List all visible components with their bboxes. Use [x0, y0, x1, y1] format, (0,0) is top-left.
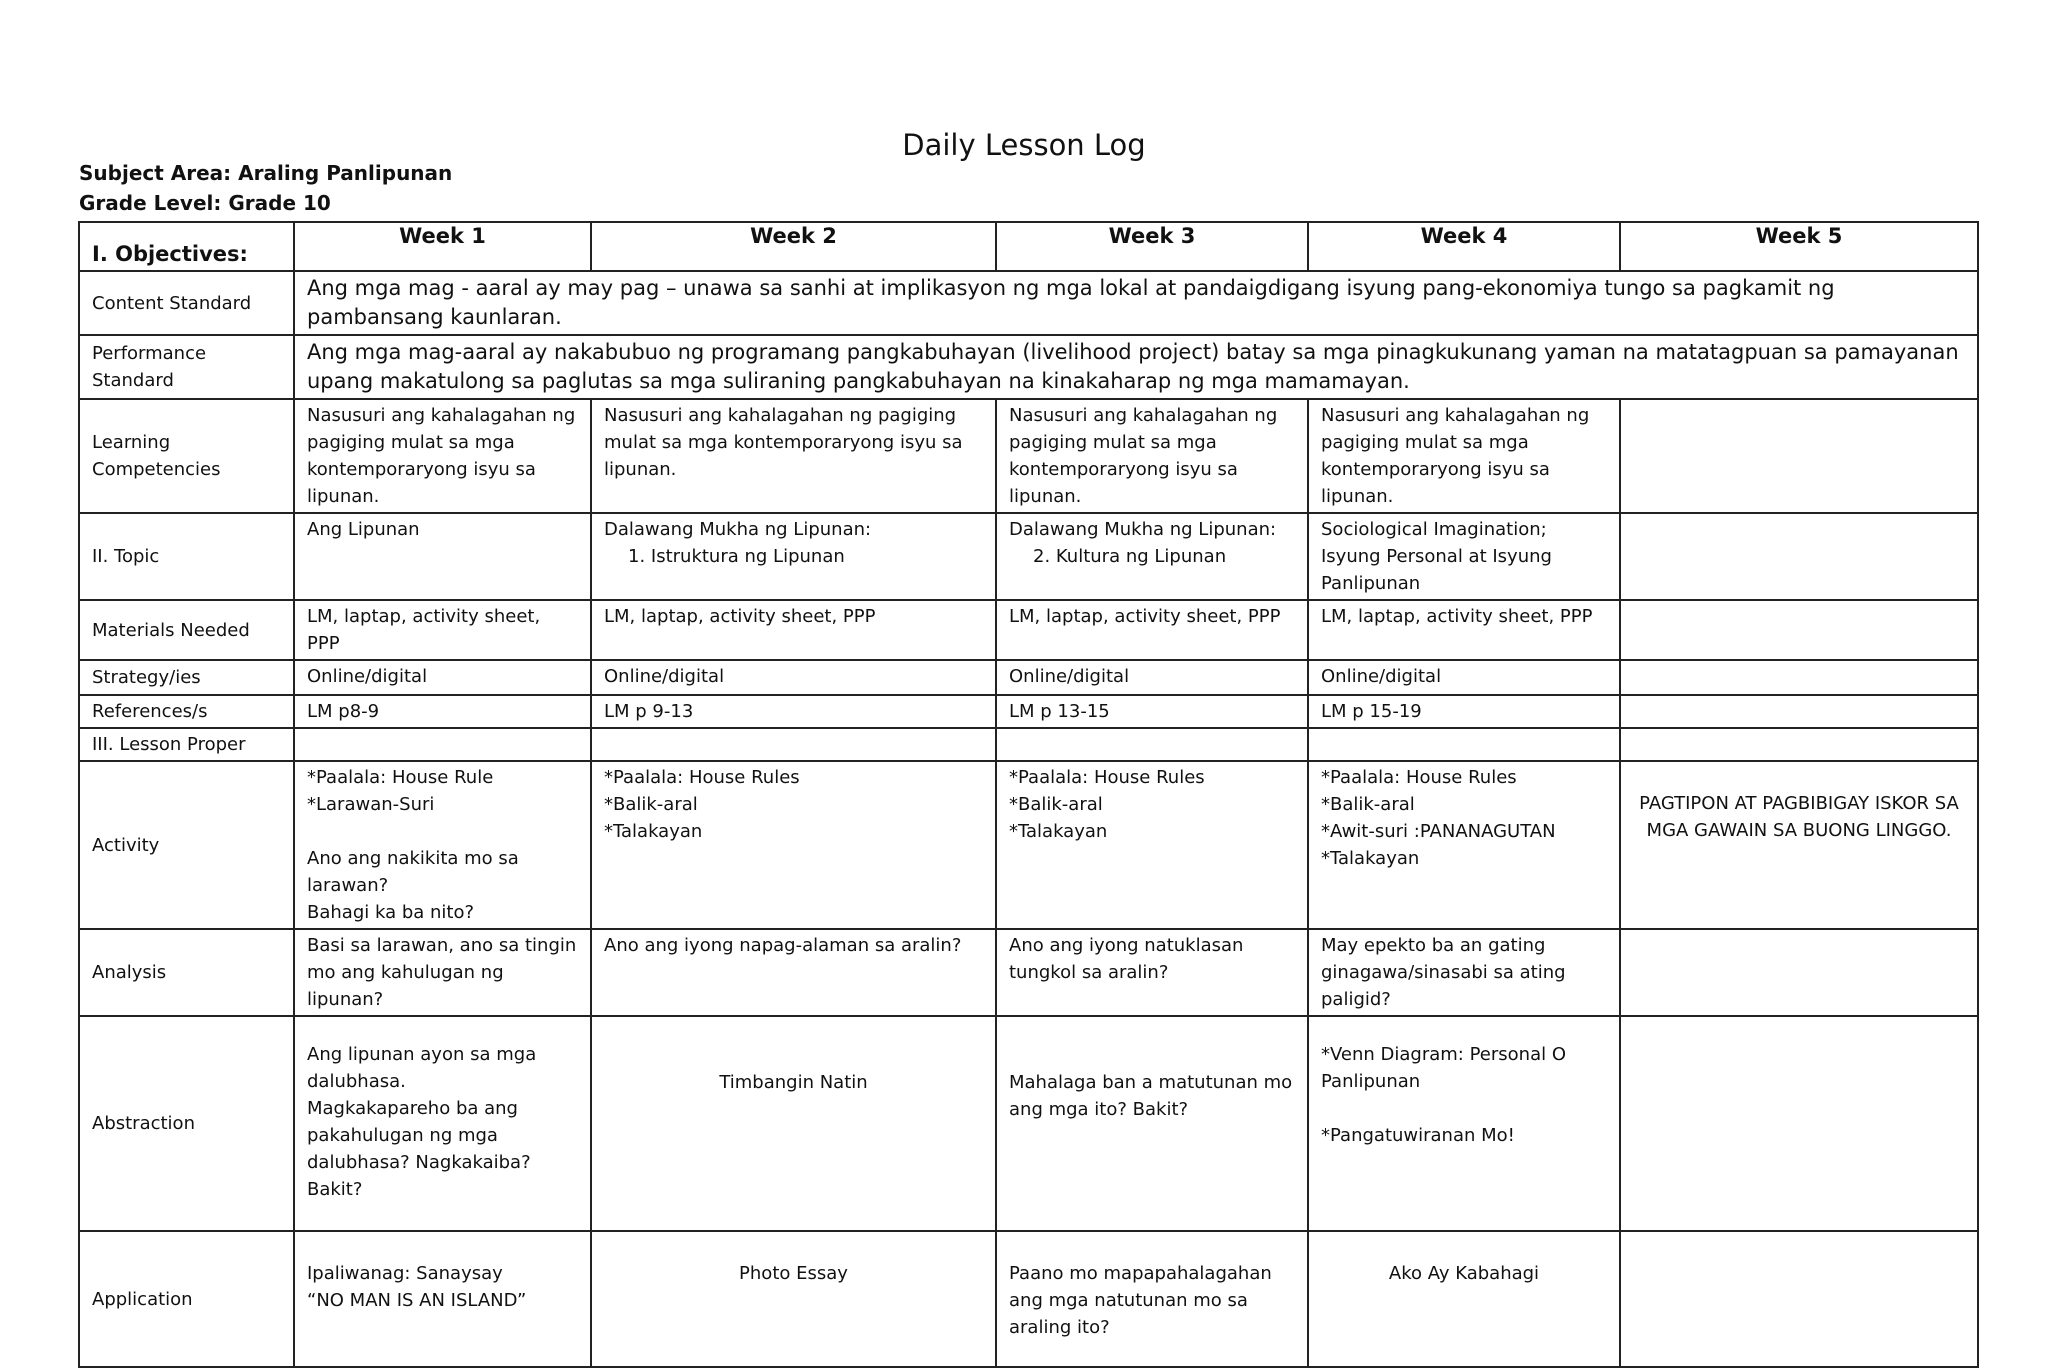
table-cell: Online/digital [1308, 660, 1620, 695]
table-cell [1620, 728, 1978, 761]
row-label: Analysis [79, 929, 294, 1016]
table-cell: LM, laptap, activity sheet, PPP [996, 600, 1308, 660]
content-standard-row [79, 271, 1978, 335]
table-cell [1620, 600, 1978, 660]
week-header: Week 4 [1308, 222, 1620, 271]
table-cell: *Paalala: House Rules *Balik-aral *Talakayan [591, 761, 996, 929]
table-cell: Online/digital [294, 660, 591, 695]
row-label: Application [79, 1231, 294, 1367]
materials-row [79, 600, 1978, 660]
table-cell [1620, 1231, 1978, 1367]
lesson-log-table [78, 221, 1979, 1368]
table-cell: Ipaliwanag: Sanaysay “NO MAN IS AN ISLAND” [294, 1231, 591, 1367]
strategy-row [79, 660, 1978, 695]
table-cell: *Paalala: House Rule *Larawan-Suri Ano ang nakikita mo sa larawan? Bahagi ka ba nito? [294, 761, 591, 929]
row-label: Abstraction [79, 1016, 294, 1231]
table-cell: LM p 9-13 [591, 695, 996, 728]
topic-list-item: 1. Istruktura ng Lipunan [628, 546, 845, 567]
row-label: II. Topic [79, 513, 294, 600]
topic-list-item: 2. Kultura ng Lipunan [1033, 546, 1227, 567]
table-cell [996, 728, 1308, 761]
activity-row [79, 761, 1978, 929]
performance-standard-row [79, 335, 1978, 399]
table-cell: LM, laptap, activity sheet, PPP [1308, 600, 1620, 660]
table-cell [996, 513, 1308, 600]
week-header: Week 3 [996, 222, 1308, 271]
table-cell: Ano ang iyong napag-alaman sa aralin? [591, 929, 996, 1016]
table-cell: Photo Essay [591, 1231, 996, 1367]
table-cell: *Paalala: House Rules *Balik-aral *Talakayan [996, 761, 1308, 929]
week-header: Week 1 [294, 222, 591, 271]
table-cell [1620, 399, 1978, 513]
table-cell: LM, laptap, activity sheet, PPP [294, 600, 591, 660]
table-cell: Nasusuri ang kahalagahan ng pagiging mulat sa mga kontemporaryong isyu sa lipunan. [1308, 399, 1620, 513]
week-header-row [79, 222, 1978, 271]
table-cell: Paano mo mapapahalagahan ang mga natutunan mo sa araling ito? [996, 1231, 1308, 1367]
table-cell [1620, 1016, 1978, 1231]
row-label: Content Standard [79, 271, 294, 335]
row-label: Materials Needed [79, 600, 294, 660]
grade-level: Grade Level: Grade 10 [79, 191, 331, 215]
page-title: Daily Lesson Log [902, 128, 1146, 162]
topic-heading: Dalawang Mukha ng Lipunan: [604, 519, 872, 540]
content-standard-text: Ang mga mag - aaral ay may pag – unawa sa sanhi at implikasyon ng mga lokal at pandaigdigang isyung pang-ekonomiya tungo sa pagkamit ng pambansang kaunlaran. [294, 271, 1978, 335]
row-label: Learning Competencies [79, 399, 294, 513]
table-cell [294, 728, 591, 761]
table-cell: PAGTIPON AT PAGBIBIGAY ISKOR SA MGA GAWAIN SA BUONG LINGGO. [1620, 761, 1978, 929]
topic-row [79, 513, 1978, 600]
table-cell: Ang Lipunan [294, 513, 591, 600]
table-cell [1620, 660, 1978, 695]
references-row [79, 695, 1978, 728]
table-cell [1620, 929, 1978, 1016]
row-label: III. Lesson Proper [79, 728, 294, 761]
week-header: Week 2 [591, 222, 996, 271]
subject-area: Subject Area: Araling Panlipunan [79, 161, 453, 185]
table-cell [1308, 728, 1620, 761]
table-cell: May epekto ba an gating ginagawa/sinasabi sa ating paligid? [1308, 929, 1620, 1016]
table-cell: *Venn Diagram: Personal O Panlipunan *Pangatuwiranan Mo! [1308, 1016, 1620, 1231]
table-cell: Mahalaga ban a matutunan mo ang mga ito? Bakit? [996, 1016, 1308, 1231]
table-cell: Sociological Imagination; Isyung Personal at Isyung Panlipunan [1308, 513, 1620, 600]
table-cell: Basi sa larawan, ano sa tingin mo ang kahulugan ng lipunan? [294, 929, 591, 1016]
table-cell [591, 513, 996, 600]
topic-heading: Dalawang Mukha ng Lipunan: [1009, 519, 1277, 540]
application-row [79, 1231, 1978, 1367]
table-cell: LM p8-9 [294, 695, 591, 728]
table-cell: Online/digital [996, 660, 1308, 695]
table-cell [1620, 513, 1978, 600]
objectives-label: I. Objectives: [79, 222, 294, 271]
row-label: Strategy/ies [79, 660, 294, 695]
table-cell: *Paalala: House Rules *Balik-aral *Awit-suri :PANANAGUTAN *Talakayan [1308, 761, 1620, 929]
table-cell [1620, 695, 1978, 728]
table-cell: LM p 15-19 [1308, 695, 1620, 728]
analysis-row [79, 929, 1978, 1016]
week-header: Week 5 [1620, 222, 1978, 271]
learning-competencies-row [79, 399, 1978, 513]
table-cell: Ako Ay Kabahagi [1308, 1231, 1620, 1367]
table-cell: Ano ang iyong natuklasan tungkol sa aralin? [996, 929, 1308, 1016]
table-cell: LM, laptap, activity sheet, PPP [591, 600, 996, 660]
table-cell: Ang lipunan ayon sa mga dalubhasa. Magkakapareho ba ang pakahulugan ng mga dalubhasa? Nagkakaiba? Bakit? [294, 1016, 591, 1231]
row-label: References/s [79, 695, 294, 728]
table-cell: Nasusuri ang kahalagahan ng pagiging mulat sa mga kontemporaryong isyu sa lipunan. [996, 399, 1308, 513]
lesson-proper-row [79, 728, 1978, 761]
row-label: Activity [79, 761, 294, 929]
abstraction-row [79, 1016, 1978, 1231]
table-cell: Online/digital [591, 660, 996, 695]
table-cell: LM p 13-15 [996, 695, 1308, 728]
table-cell: Nasusuri ang kahalagahan ng pagiging mulat sa mga kontemporaryong isyu sa lipunan. [591, 399, 996, 513]
table-cell [591, 728, 996, 761]
table-cell: Nasusuri ang kahalagahan ng pagiging mulat sa mga kontemporaryong isyu sa lipunan. [294, 399, 591, 513]
performance-standard-text: Ang mga mag-aaral ay nakabubuo ng programang pangkabuhayan (livelihood project) batay sa mga pinagkukunang yaman na matatagpuan sa pamayanan upang makatulong sa paglutas sa mga suliraning pangkabuhayan na kinakaharap ng mga mamamayan. [294, 335, 1978, 399]
row-label: Performance Standard [79, 335, 294, 399]
table-cell: Timbangin Natin [591, 1016, 996, 1231]
